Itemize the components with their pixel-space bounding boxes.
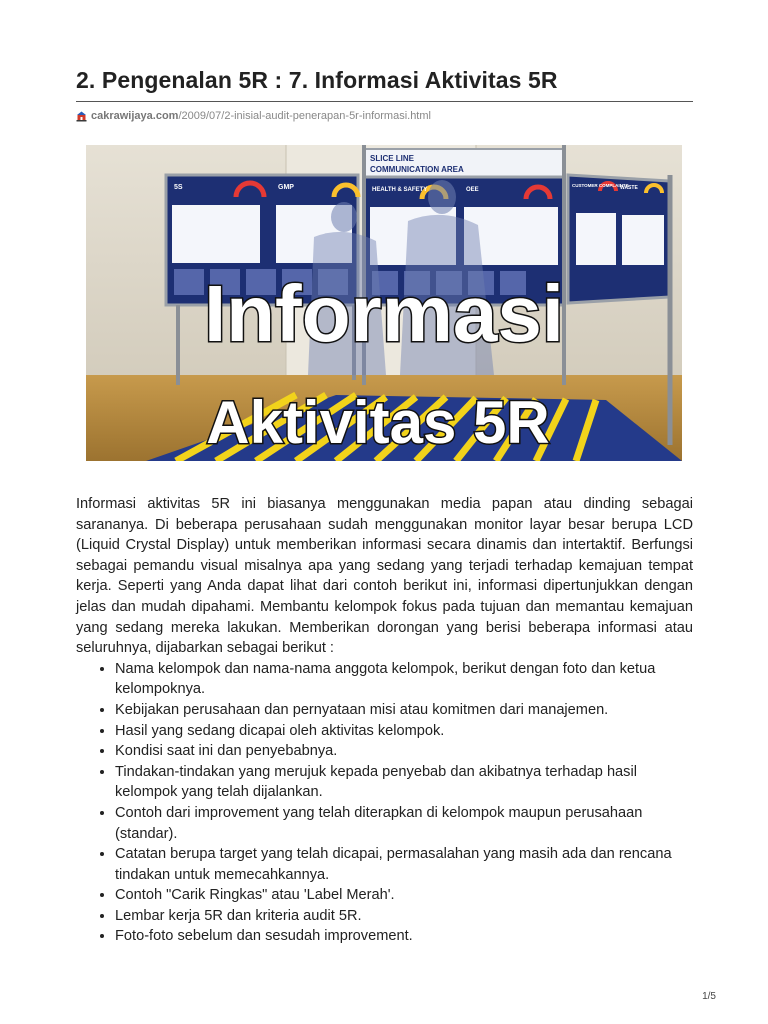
intro-paragraph: Informasi aktivitas 5R ini biasanya menggunakan media papan atau dinding sebagai sarananya. Di beberapa perusahaan sudah menggunakan monitor layar besar berupa LCD (Liquid Crystal Display) untuk memberikan informasi secara dinamis dan intertaktif. Berfungsi sebagai pemandu visual misalnya apa yang sedang yang terjadi terhadap kemajuan tempat kerja. Seperti yang Anda dapat lihat dari contoh berikut ini, informasi dipertunjukkan dengan jelas dan mudah dipahami. Membantu kelompok fokus pada tujuan dan memantau kemajuan yang sedang mereka lakukan. Memberikan dorongan yang berisi beberapa informasi atau seluruhnya, dijabarkan sebagai berikut : [76, 496, 693, 657]
svg-text:COMMUNICATION AREA: COMMUNICATION AREA [370, 165, 464, 174]
svg-text:GMP: GMP [278, 184, 294, 191]
svg-text:CUSTOMER COMPLAINTS: CUSTOMER COMPLAINTS [572, 183, 629, 188]
article-body [76, 494, 693, 947]
svg-text:5S: 5S [174, 184, 183, 191]
list-item: • Tindakan-tindakan yang merujuk kepada penyebab dan akibatnya terhadap hasil kelompok yang telah dijalankan. [115, 762, 693, 803]
hero-overlay-line2: Aktivitas 5R [206, 389, 550, 456]
page-title: 2. Pengenalan 5R : 7. Informasi Aktivitas 5R [76, 67, 558, 93]
source-path[interactable]: /2009/07/2-inisial-audit-penerapan-5r-informasi.html [178, 110, 431, 122]
list-item: • Lembar kerja 5R dan kriteria audit 5R. [115, 906, 693, 927]
hero-image [86, 145, 682, 461]
article [76, 0, 693, 123]
source-domain[interactable]: cakrawijaya.com [91, 110, 179, 122]
list-item: • Hasil yang sedang dicapai oleh aktivitas kelompok. [115, 721, 693, 742]
list-item: • Foto-foto sebelum dan sesudah improvement. [115, 926, 693, 947]
hero-overlay-line1: Informasi [203, 269, 565, 358]
svg-text:HEALTH & SAFETY: HEALTH & SAFETY [372, 187, 428, 193]
list-item: • Contoh "Carik Ringkas" atau 'Label Merah'. [115, 885, 693, 906]
site-favicon-icon [76, 111, 87, 122]
svg-text:OEE: OEE [466, 187, 479, 193]
svg-text:SLICE LINE: SLICE LINE [370, 154, 415, 163]
list-item: • Catatan berupa target yang telah dicapai, permasalahan yang masih ada dan rencana tindakan untuk memecahkannya. [115, 844, 693, 885]
list-item: • Kebijakan perusahaan dan pernyataan misi atau komitmen dari manajemen. [115, 700, 693, 721]
list-item: • Contoh dari improvement yang telah diterapkan di kelompok maupun perusahaan (standar). [115, 803, 693, 844]
page-number: 1/5 [702, 991, 716, 1002]
title-divider [76, 101, 693, 102]
list-item: • Nama kelompok dan nama-nama anggota kelompok, berikut dengan foto dan ketua kelompoknya. [115, 659, 693, 700]
svg-text:WASTE: WASTE [620, 185, 638, 191]
list-item: • Kondisi saat ini dan penyebabnya. [115, 741, 693, 762]
source-link[interactable] [76, 109, 693, 123]
info-list [76, 659, 693, 947]
